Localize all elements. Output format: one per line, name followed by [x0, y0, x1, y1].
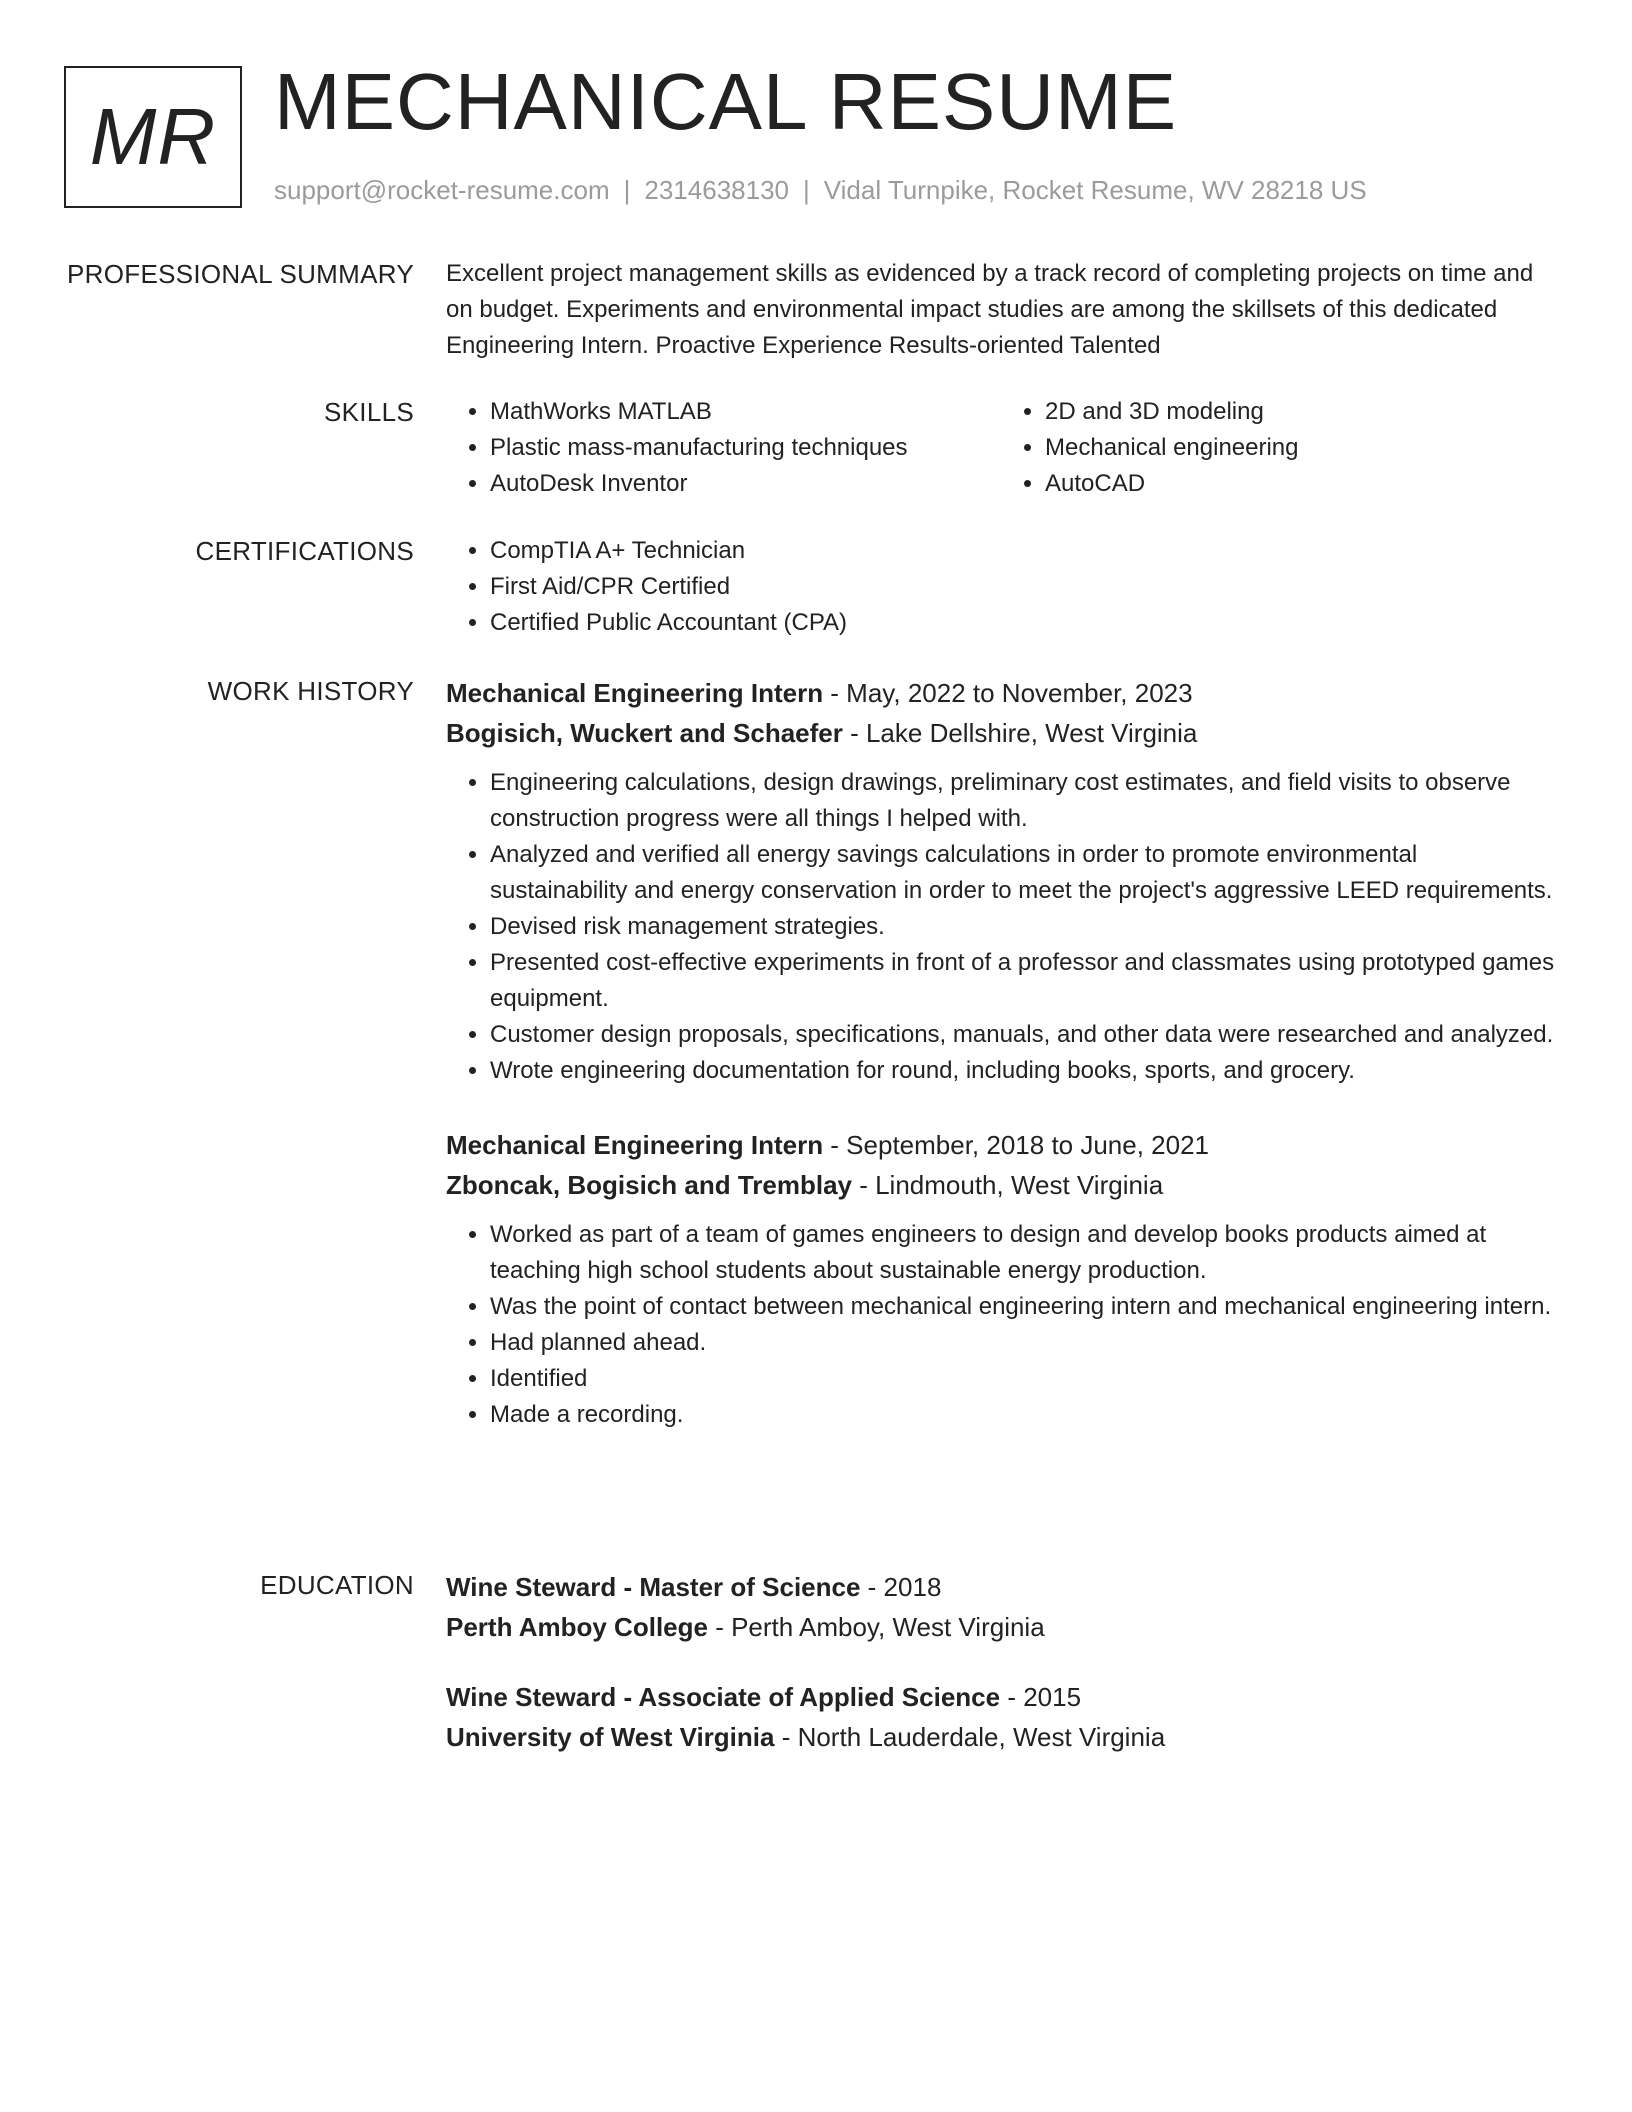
job-duty: • Devised risk management strategies. [490, 909, 1556, 945]
job-duties-list [446, 1217, 1556, 1433]
certification-item: • CompTIA A+ Technician [490, 533, 1556, 569]
section-title-summary: PROFESSIONAL SUMMARY [67, 259, 414, 289]
section-title-skills: SKILLS [324, 397, 414, 427]
education-degree: Wine Steward - Master of Science [446, 1572, 861, 1602]
job-duty: • Identified [490, 1361, 1556, 1397]
job-duty: • Made a recording. [490, 1397, 1556, 1433]
contact-line [274, 172, 1367, 208]
contact-separator: | [623, 175, 631, 205]
job-title-line [446, 1125, 1556, 1165]
certification-item: • Certified Public Accountant (CPA) [490, 605, 1556, 641]
job-duty: • Worked as part of a team of games engineers to design and develop books products aimed at teaching high school students about sustainable energy production. [490, 1217, 1556, 1289]
job-role: Mechanical Engineering Intern [446, 678, 824, 708]
job-location: - Lindmouth, West Virginia [851, 1170, 1164, 1200]
job-entry [446, 1125, 1556, 1433]
education-entry [446, 1677, 1556, 1757]
job-entry [446, 673, 1556, 1089]
skills-list-left [446, 394, 1001, 502]
job-title-line [446, 673, 1556, 713]
skill-item: • AutoCAD [1045, 466, 1556, 502]
section-title-education: EDUCATION [260, 1570, 414, 1600]
job-company-line [446, 1165, 1556, 1205]
job-duties-list [446, 765, 1556, 1089]
skills-body [446, 394, 1556, 502]
education-degree-line [446, 1567, 1556, 1607]
contact-phone[interactable]: 2314638130 [644, 175, 789, 205]
skill-item: • Mechanical engineering [1045, 430, 1556, 466]
job-role: Mechanical Engineering Intern [446, 1130, 824, 1160]
contact-separator: | [803, 175, 810, 205]
job-duty: • Had planned ahead. [490, 1325, 1556, 1361]
job-duty: • Wrote engineering documentation for round, including books, sports, and grocery. [490, 1053, 1556, 1089]
certifications-list [446, 533, 1556, 641]
job-dates: - May, 2022 to November, 2023 [823, 678, 1193, 708]
education-school-line [446, 1717, 1556, 1757]
job-duty: • Customer design proposals, specifications, manuals, and other data were researched and analyzed. [490, 1017, 1556, 1053]
skill-item: • MathWorks MATLAB [490, 394, 1001, 430]
skill-item: • 2D and 3D modeling [1045, 394, 1556, 430]
job-company: Bogisich, Wuckert and Schaefer [446, 718, 843, 748]
certifications-body [446, 533, 1556, 641]
job-company-line [446, 713, 1556, 753]
education-year: - 2015 [1000, 1682, 1082, 1712]
certification-item: • First Aid/CPR Certified [490, 569, 1556, 605]
resume-name: MECHANICAL RESUME [274, 57, 1178, 146]
education-year: - 2018 [860, 1572, 942, 1602]
job-duty: • Was the point of contact between mechanical engineering intern and mechanical engineering intern. [490, 1289, 1556, 1325]
education-degree: Wine Steward - Associate of Applied Science [446, 1682, 1001, 1712]
contact-address: Vidal Turnpike, Rocket Resume, WV 28218 US [823, 175, 1367, 205]
education-location: - North Lauderdale, West Virginia [774, 1722, 1166, 1752]
education-degree-line [446, 1677, 1556, 1717]
job-company: Zboncak, Bogisich and Tremblay [446, 1170, 852, 1200]
summary-body [446, 256, 1556, 364]
contact-email[interactable]: support@rocket-resume.com [274, 175, 610, 205]
job-duty: • Engineering calculations, design drawings, preliminary cost estimates, and field visits to observe construction progress were all things I helped with. [490, 765, 1556, 837]
education-location: - Perth Amboy, West Virginia [707, 1612, 1045, 1642]
job-dates: - September, 2018 to June, 2021 [823, 1130, 1210, 1160]
job-duty: • Analyzed and verified all energy savings calculations in order to promote environmental sustainability and energy conservation in order to meet the project's aggressive LEED requirements. [490, 837, 1556, 909]
education-school: Perth Amboy College [446, 1612, 708, 1642]
education-school: University of West Virginia [446, 1722, 775, 1752]
summary-text: Excellent project management skills as evidenced by a track record of completing projects on time and on budget. Experiments and environmental impact studies are among the skillsets of this dedicated Engineering Intern. Proactive Experience Results-oriented Talented [446, 260, 1534, 359]
job-duty: • Presented cost-effective experiments in front of a professor and classmates using prototyped games equipment. [490, 945, 1556, 1017]
work-history-body [446, 673, 1556, 1469]
education-entry [446, 1567, 1556, 1647]
skill-item: • Plastic mass-manufacturing techniques [490, 430, 1001, 466]
section-title-work-history: WORK HISTORY [207, 676, 414, 706]
skills-list-right [1001, 394, 1556, 502]
section-title-certifications: CERTIFICATIONS [195, 536, 414, 566]
job-location: - Lake Dellshire, West Virginia [842, 718, 1198, 748]
skill-item: • AutoDesk Inventor [490, 466, 1001, 502]
education-school-line [446, 1607, 1556, 1647]
monogram-logo: MR [64, 66, 242, 208]
education-body [446, 1567, 1556, 1787]
